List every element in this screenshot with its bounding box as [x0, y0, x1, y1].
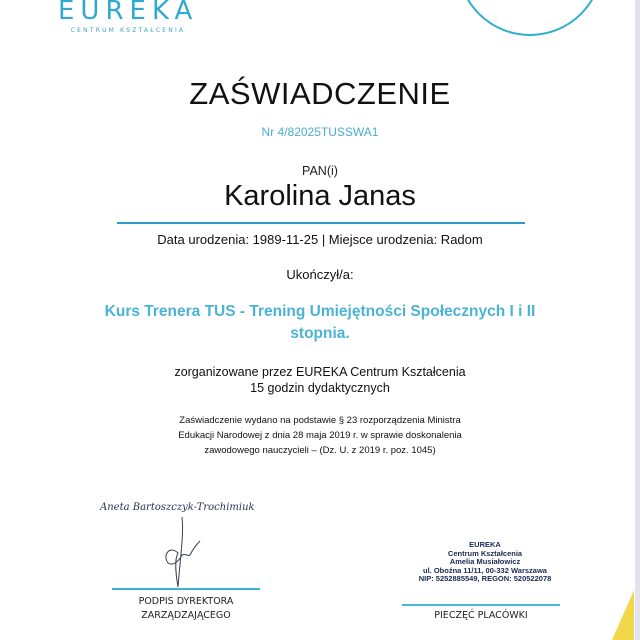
- stamp-line-3: Amelia Musiałowicz: [449, 557, 521, 566]
- signature-scribble-icon: [160, 515, 210, 590]
- completed-label: Ukończył/a:: [286, 267, 354, 282]
- certificate-title: ZAŚWIADCZENIE: [189, 76, 451, 111]
- organizer-block: [0, 364, 640, 396]
- institution-stamp: [402, 541, 568, 584]
- stamp-line: [402, 604, 560, 606]
- hours-text: 15 godzin dydaktycznych: [250, 381, 390, 395]
- eureka-logo: [58, 0, 198, 34]
- stamp-line-1: EUREKA: [469, 540, 501, 549]
- handwritten-name: Aneta Bartoszczyk-Trochimiuk: [100, 502, 255, 513]
- course-title-line-2: stopnia.: [290, 325, 350, 342]
- legal-basis: [0, 413, 640, 458]
- course-title: [40, 301, 600, 345]
- organizer-text: zorganizowane przez EUREKA Centrum Kształcenia: [174, 365, 466, 379]
- legal-line-1: Zaświadczenie wydano na podstawie § 23 rozporządzenia Ministra: [179, 415, 461, 426]
- certificate-number: Nr 4/82025TUSSWA1: [261, 125, 379, 139]
- birth-info: Data urodzenia: 1989-11-25 | Miejsce urodzenia: Radom: [157, 232, 483, 247]
- logo-subtitle: CENTRUM KSZTAŁCENIA: [70, 27, 186, 34]
- stamp-line-4: ul. Oboźna 11/11, 00-332 Warszawa: [423, 565, 547, 575]
- course-title-line-1: Kurs Trenera TUS - Trening Umiejętności Społecznych I i II: [104, 303, 536, 320]
- signature-label-line-2: ZARZĄDZAJĄCEGO: [141, 610, 231, 621]
- legal-line-3: zawodowego nauczycieli – (Dz. U. z 2019 r. poz. 1045): [204, 445, 436, 456]
- signature-line: [112, 588, 260, 590]
- kurator-badge: [457, 0, 603, 36]
- salutation: PAN(i): [302, 164, 338, 178]
- yellow-corner-decoration: [600, 590, 636, 640]
- stamp-line-2: Centrum Kształcenia: [447, 548, 523, 558]
- signature-label-line-1: PODPIS DYREKTORA: [138, 596, 234, 607]
- logo-name: EUREKA: [58, 0, 199, 26]
- stamp-line-5: NIP: 5252885549, REGON: 520522078: [418, 574, 552, 583]
- recipient-name: Karolina Janas: [224, 180, 416, 212]
- stamp-label: PIECZĘĆ PLACÓWKI: [434, 610, 528, 621]
- name-underline: [117, 222, 525, 224]
- signature-label: [112, 595, 260, 623]
- legal-line-2: Edukacji Narodowej z dnia 28 maja 2019 r. w sprawie doskonalenia: [178, 430, 462, 441]
